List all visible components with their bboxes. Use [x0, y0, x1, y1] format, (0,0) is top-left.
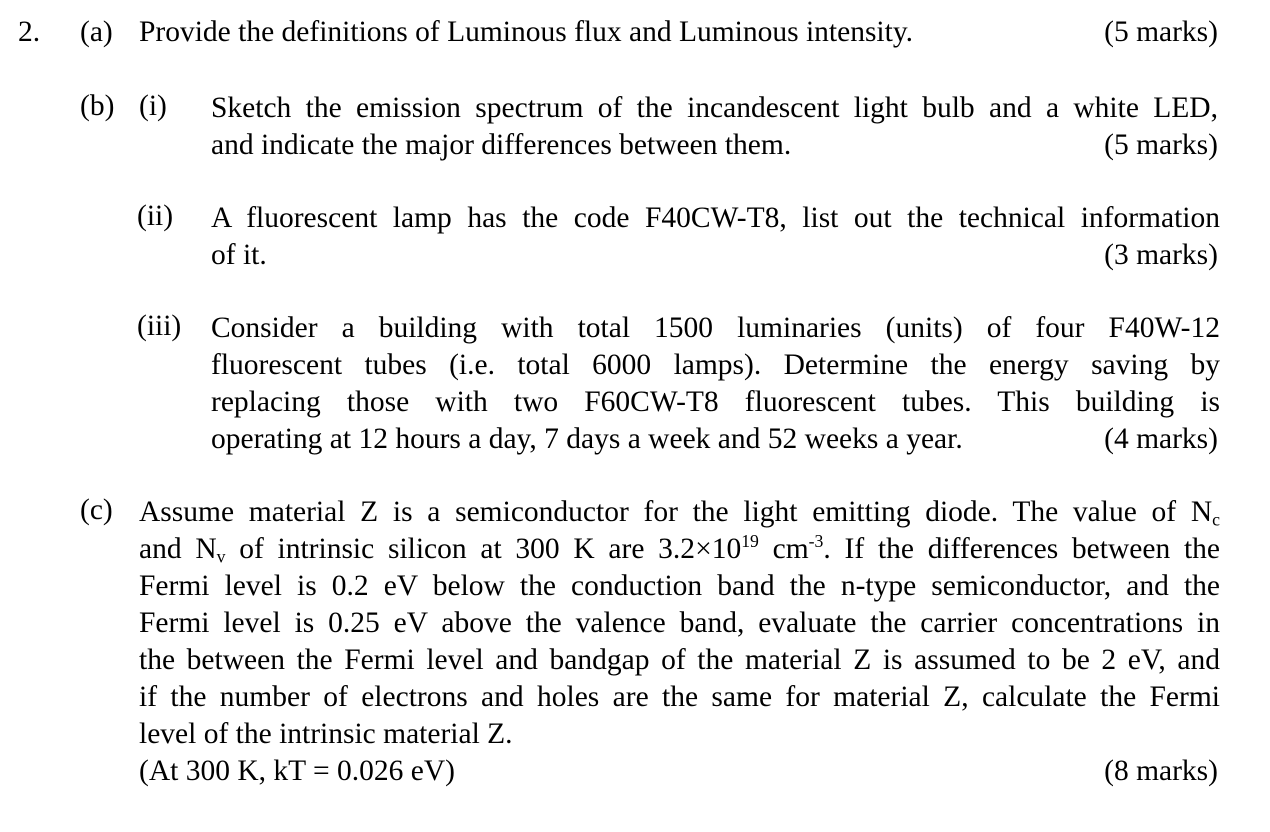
part-b-i-text: [211, 90, 1218, 164]
part-b-iii-text: [211, 310, 1220, 458]
part-b-ii-label: (ii): [137, 200, 174, 232]
part-b-i-line2: and indicate the major differences between them.: [211, 129, 792, 161]
part-c-line2: and $N_v$ of intrinsic silicon at 300 K are $3.2\times 10^{19}$ $cm^{-3}$. If the differences between the: [139, 531, 1220, 567]
part-b-ii-line2: of it.: [211, 239, 267, 271]
part-a-text: Provide the definitions of Luminous flux and Luminous intensity.: [139, 16, 914, 48]
part-b-iii-marks: (4 marks): [1104, 423, 1218, 455]
part-b-iii-label: (iii): [137, 310, 182, 342]
part-b-ii-line1: A fluorescent lamp has the code F40CW-T8, list out the technical information: [211, 202, 1220, 234]
times-symbol: ×: [695, 533, 712, 565]
part-b-ii-marks: (3 marks): [1104, 239, 1218, 271]
part-c-given: (At 300 K, kT = 0.026 eV): [139, 755, 455, 787]
part-c-line7: level of the intrinsic material Z.: [139, 718, 513, 750]
part-c-line6: if the number of electrons and holes are the same for material Z, calculate the Fermi: [139, 681, 1220, 713]
part-c-line1: Assume material Z is a semiconductor for the light emitting diode. The value of $N_c$: [139, 496, 1220, 530]
part-b-i-label: (i): [139, 90, 167, 122]
part-c-line4: Fermi level is 0.25 eV above the valence band, evaluate the carrier concentrations in: [139, 607, 1220, 639]
part-b-iii-line1: Consider a building with total 1500 luminaries (units) of four F40W-12: [211, 312, 1220, 344]
part-c-line3: Fermi level is 0.2 eV below the conduction band the n-type semiconductor, and the: [139, 570, 1220, 602]
part-b-label: (b): [80, 90, 115, 122]
part-a-label: (a): [80, 16, 113, 48]
part-c-line5: the between the Fermi level and bandgap of the material Z is assumed to be 2 eV, and: [139, 644, 1220, 676]
part-b-i-line1: Sketch the emission spectrum of the incandescent light bulb and a white LED,: [211, 92, 1218, 124]
part-a-marks: (5 marks): [1104, 16, 1218, 48]
part-b-iii-line2: fluorescent tubes (i.e. total 6000 lamps). Determine the energy saving by: [211, 349, 1220, 381]
part-b-iii-line4: operating at 12 hours a day, 7 days a week and 52 weeks a year.: [211, 423, 963, 455]
question-number: 2.: [18, 16, 41, 48]
part-c-label: (c): [80, 494, 113, 526]
part-c-marks: (8 marks): [1104, 755, 1218, 787]
part-b-i-marks: (5 marks): [1104, 129, 1218, 161]
part-b-ii-text: [211, 200, 1220, 274]
part-b-iii-line3: replacing those with two F60CW-T8 fluorescent tubes. This building is: [211, 386, 1220, 418]
part-c-text: [139, 494, 1220, 790]
